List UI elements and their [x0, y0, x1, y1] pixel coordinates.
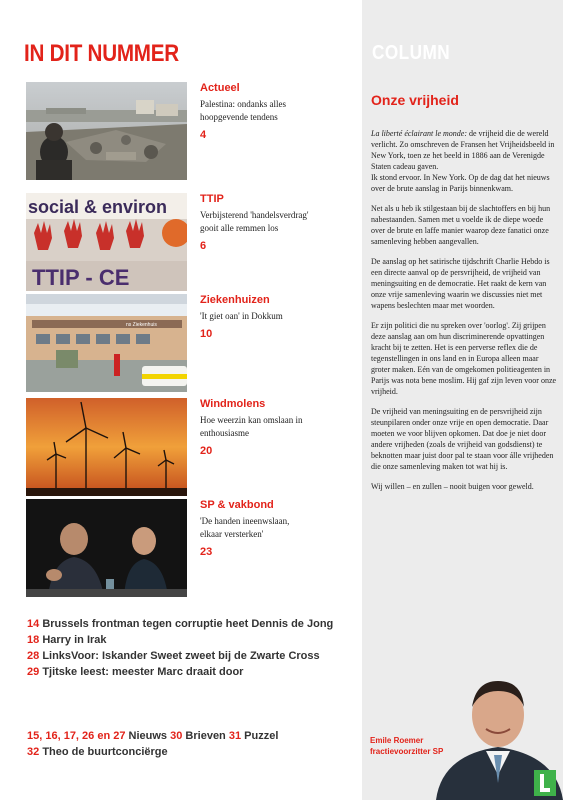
column-paragraph: Er zijn politici die nu spreken over 'oorlog'. Zij grijpen deze aanslag aan om hun discriminerende opvattingen kracht bij te zetten. Het is een perverse reflex die de tegenstellingen in ons land en in Europa alleen maar groter maken. Eén van de omgekomen politieagenten in Parijs was nota bene moslim. Hij gaf zijn leven voor onze vrijheid. — [371, 321, 557, 396]
list-item[interactable]: 28 LinksVoor: Iskander Sweet zweet bij de Zwarte Cross — [27, 650, 320, 662]
list-item[interactable]: 15, 16, 17, 26 en 27 Nieuws 30 Brieven 31 Puzzel — [27, 730, 279, 742]
toc-article-windmolens[interactable] — [26, 398, 356, 496]
toc-heading: IN DIT NUMMER — [24, 40, 179, 67]
article-description: 'It giet oan' in Dokkum — [200, 311, 283, 321]
article-description: 'De handen ineenwslaan, elkaar versterken' — [200, 516, 290, 539]
article-description: Verbijsterend 'handelsverdrag' gooit alle remmen los — [200, 210, 309, 233]
list-item[interactable]: 18 Harry in Irak — [27, 634, 107, 646]
toc-article-actueel[interactable] — [26, 82, 356, 180]
column-paragraph: Net als u heb ik stilgestaan bij de slachtoffers en bij hun nabestaanden. Samen met u voelde ik de diepe woede over de brute en laffe manier waarop deze fanatici onze samenleving hebben aangevallen. — [371, 204, 551, 246]
ttip-banner-bottom-text: TTIP - CE — [32, 265, 130, 290]
column-paragraph: De aanslag op het satirische tijdschrift Charlie Hebdo is een directe aanval op de persvrijheid, de vrijheid van meningsuiting en de democratie. Het raakt de kern van onze vrije samenleving waarin we discussies niet met wapens beslechten maar met woorden. — [371, 257, 550, 310]
photo-windmills-sunset — [26, 398, 187, 496]
column-title: Onze vrijheid — [371, 92, 459, 108]
list-item[interactable]: 14 Brussels frontman tegen corruptie heet Dennis de Jong — [27, 618, 334, 630]
photo-palestine — [26, 82, 187, 180]
author-name: Emile Roemer — [370, 736, 424, 745]
article-description: Palestina: ondanks alles hoopgevende tendens — [200, 99, 286, 122]
column-author — [370, 735, 443, 757]
article-category: TTIP — [200, 193, 224, 205]
article-page-number: 23 — [200, 546, 213, 558]
column-paragraph: La liberté éclairant le monde: de vrijheid die de wereld verlicht. Zo omschreven de Fransen het Vrijheidsbeeld in New York, toen ze het beeld in 1886 aan de Verenigde Staten cadeau gaven. Ik stond ervoor. In New York. Op de dag dat het nieuws over de brute aanslag in Parijs binnenkwam. — [371, 129, 555, 193]
photo-ttip-protest — [26, 193, 187, 291]
toc-article-ttip[interactable] — [26, 193, 356, 291]
article-category: Actueel — [200, 82, 240, 94]
column-paragraph: Wij willen – en zullen – nooit buigen voor geweld. — [371, 482, 534, 491]
column-body — [371, 128, 557, 501]
author-portrait — [436, 655, 563, 800]
toc-bottom-list — [27, 728, 357, 760]
author-role: fractievoorzitter SP — [370, 747, 444, 756]
article-category: Windmolens — [200, 398, 266, 410]
article-category: Ziekenhuizen — [200, 294, 270, 306]
article-page-number: 20 — [200, 445, 213, 457]
article-category: SP & vakbond — [200, 499, 274, 511]
article-page-number: 6 — [200, 240, 207, 252]
article-page-number: 10 — [200, 328, 213, 340]
column-paragraph: De vrijheid van meningsuiting en de persvrijheid zijn steunpilaren onder onze vrije en open democratie. Daar moeten we voor blijven opkomen. Dat doe je niet door andere vrijheden (zoals de vrijheid van godsdienst) te beknotten maar juist door pal te staan voor álle vrijheden die onze samenleving maken tot wat hij is. — [371, 407, 554, 471]
list-item[interactable]: 32 Theo de buurtconciërge — [27, 746, 168, 758]
list-item[interactable]: 29 Tjitske leest: meester Marc draait door — [27, 666, 244, 678]
toc-article-sp-vakbond[interactable] — [26, 499, 356, 597]
photo-panel-discussion — [26, 499, 187, 597]
ttip-banner-top-text: social & environ — [28, 197, 168, 217]
article-page-number: 4 — [200, 129, 207, 141]
toc-article-ziekenhuizen[interactable] — [26, 294, 356, 392]
toc-list — [27, 616, 357, 680]
column-panel — [362, 0, 563, 800]
photo-hospital — [26, 294, 187, 392]
column-heading: COLUMN — [372, 42, 451, 64]
article-description: Hoe weerzin kan omslaan in enthousiasme — [200, 415, 303, 438]
hospital-sign-text: ns Ziekenhuis — [126, 322, 157, 328]
